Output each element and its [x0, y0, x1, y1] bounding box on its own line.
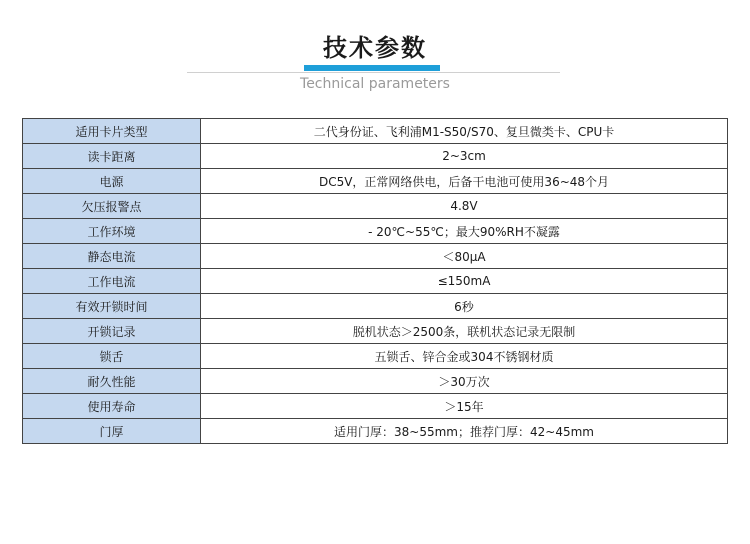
- spec-value: 二代身份证、飞利浦M1-S50/S70、复旦微类卡、CPU卡: [201, 119, 728, 144]
- spec-value: ≤150mA: [201, 269, 728, 294]
- spec-table: [22, 118, 728, 444]
- spec-label: 门厚: [23, 419, 201, 444]
- spec-value: 适用门厚：38~55mm；推荐门厚：42~45mm: [201, 419, 728, 444]
- spec-label: 耐久性能: [23, 369, 201, 394]
- table-row: [23, 194, 728, 219]
- spec-label: 锁舌: [23, 344, 201, 369]
- page-subtitle: Technical parameters: [300, 76, 450, 92]
- page-title: 技术参数: [323, 34, 427, 62]
- spec-label: 有效开锁时间: [23, 294, 201, 319]
- table-row: [23, 219, 728, 244]
- spec-label: 工作电流: [23, 269, 201, 294]
- table-row: [23, 119, 728, 144]
- spec-label: 使用寿命: [23, 394, 201, 419]
- spec-value: 6秒: [201, 294, 728, 319]
- spec-label: 欠压报警点: [23, 194, 201, 219]
- table-row: [23, 369, 728, 394]
- spec-value: - 20℃~55℃；最大90%RH不凝露: [201, 219, 728, 244]
- spec-label: 适用卡片类型: [23, 119, 201, 144]
- table-row: [23, 244, 728, 269]
- table-row: [23, 294, 728, 319]
- table-row: [23, 269, 728, 294]
- spec-label: 静态电流: [23, 244, 201, 269]
- spec-value: 2~3cm: [201, 144, 728, 169]
- table-row: [23, 394, 728, 419]
- table-row: [23, 344, 728, 369]
- spec-value: 五锁舌、锌合金或304不锈钢材质: [201, 344, 728, 369]
- spec-value: 脱机状态＞2500条，联机状态记录无限制: [201, 319, 728, 344]
- spec-label: 电源: [23, 169, 201, 194]
- title-accent-bar: [304, 65, 440, 71]
- section-header: [0, 0, 750, 110]
- spec-label: 读卡距离: [23, 144, 201, 169]
- spec-value: ＞30万次: [201, 369, 728, 394]
- spec-value: ＞15年: [201, 394, 728, 419]
- header-divider: [187, 72, 560, 73]
- table-row: [23, 144, 728, 169]
- spec-value: ＜80μA: [201, 244, 728, 269]
- table-row: [23, 169, 728, 194]
- spec-label: 工作环境: [23, 219, 201, 244]
- spec-label: 开锁记录: [23, 319, 201, 344]
- spec-value: 4.8V: [201, 194, 728, 219]
- table-row: [23, 419, 728, 444]
- spec-table-body: [23, 119, 728, 444]
- spec-value: DC5V，正常网络供电，后备干电池可使用36~48个月: [201, 169, 728, 194]
- table-row: [23, 319, 728, 344]
